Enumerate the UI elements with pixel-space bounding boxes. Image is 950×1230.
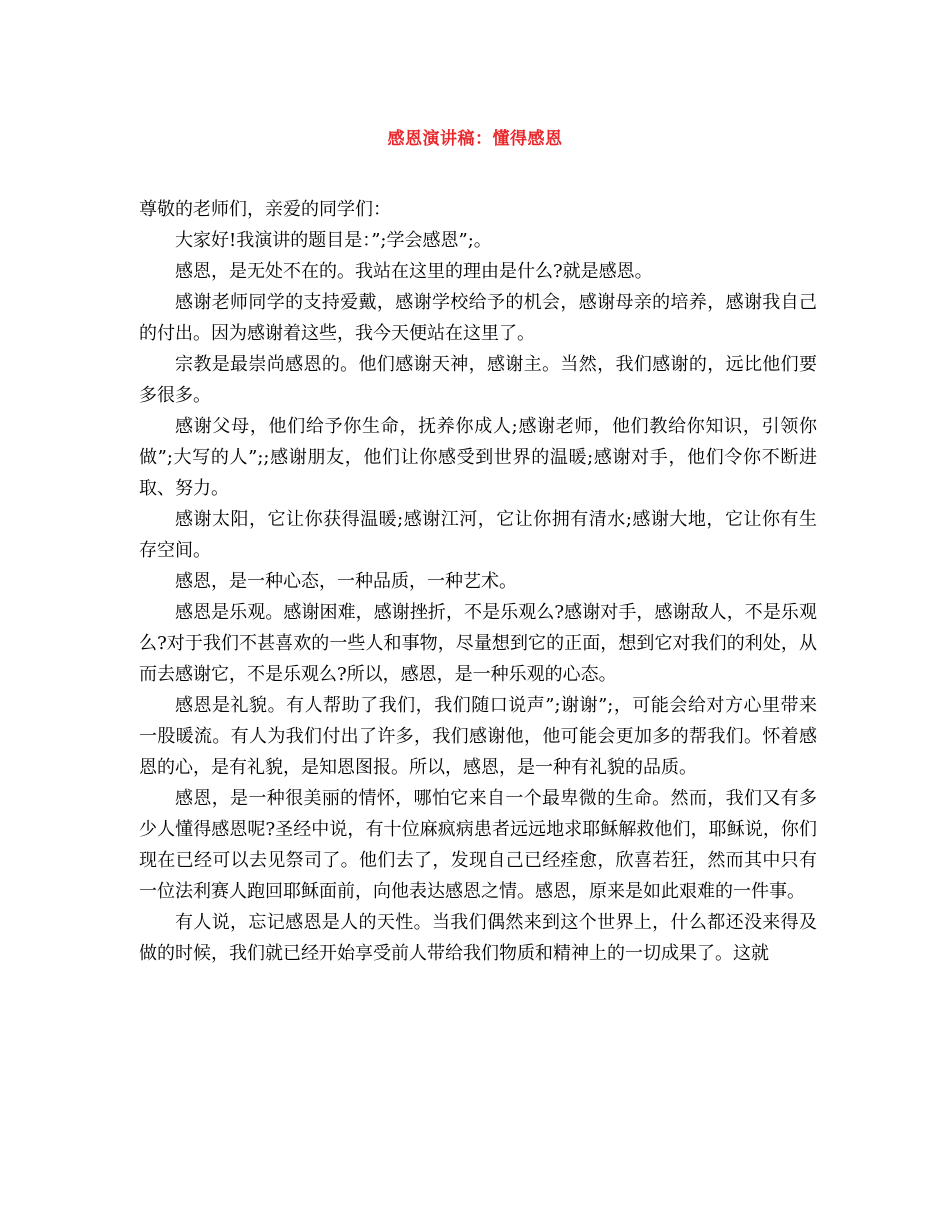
paragraph-4: 宗教是最崇尚感恩的。他们感谢天神，感谢主。当然，我们感谢的，远比他们要多很多。 bbox=[139, 354, 817, 406]
paragraph-2: 感恩，是无处不在的。我站在这里的理由是什么?就是感恩。 bbox=[175, 261, 653, 282]
paragraph-8: 感恩是乐观。感谢困难，感谢挫折，不是乐观么?感谢对手，感谢敌人，不是乐观么?对于我们不甚喜欢的一些人和事物，尽量想到它的正面，想到它对我们的利处，从而去感谢它，不是乐观么?所以，感恩，是一种乐观的心态。 bbox=[139, 602, 817, 685]
paragraph-10: 感恩，是一种很美丽的情怀，哪怕它来自一个最卑微的生命。然而，我们又有多少人懂得感恩呢?圣经中说，有十位麻疯病患者远远地求耶稣解救他们，耶稣说，你们现在已经可以去见祭司了。他们去了，发现自己已经痊愈，欣喜若狂，然而其中只有一位法利赛人跑回耶稣面前，向他表达感恩之情。感恩，原来是如此艰难的一件事。 bbox=[139, 788, 817, 902]
paragraph-3: 感谢老师同学的支持爱戴，感谢学校给予的机会，感谢母亲的培养，感谢我自己的付出。因为感谢着这些，我今天便站在这里了。 bbox=[139, 292, 817, 344]
salutation: 尊敬的老师们，亲爱的同学们： bbox=[139, 199, 391, 220]
document-body bbox=[139, 194, 817, 969]
paragraph-1: 大家好!我演讲的题目是：”;学会感恩”;。 bbox=[175, 230, 492, 251]
paragraph-7: 感恩，是一种心态，一种品质，一种艺术。 bbox=[175, 571, 517, 592]
paragraph-9: 感恩是礼貌。有人帮助了我们，我们随口说声”;谢谢”;，可能会给对方心里带来一股暖流。有人为我们付出了许多，我们感谢他，他可能会更加多的帮我们。怀着感恩的心，是有礼貌，是知恩图报。所以，感恩，是一种有礼貌的品质。 bbox=[139, 695, 817, 778]
paragraph-6: 感谢太阳，它让你获得温暖;感谢江河，它让你拥有清水;感谢大地，它让你有生存空间。 bbox=[139, 509, 817, 561]
paragraph-11: 有人说，忘记感恩是人的天性。当我们偶然来到这个世界上，什么都还没来得及做的时候，我们就已经开始享受前人带给我们物质和精神上的一切成果了。这就 bbox=[139, 912, 817, 964]
document-title: 感恩演讲稿：懂得感恩 bbox=[387, 129, 563, 149]
paragraph-5: 感谢父母，他们给予你生命，抚养你成人;感谢老师，他们教给你知识，引领你做”;大写的人”;;感谢朋友，他们让你感受到世界的温暖;感谢对手，他们令你不断进取、努力。 bbox=[139, 416, 817, 499]
